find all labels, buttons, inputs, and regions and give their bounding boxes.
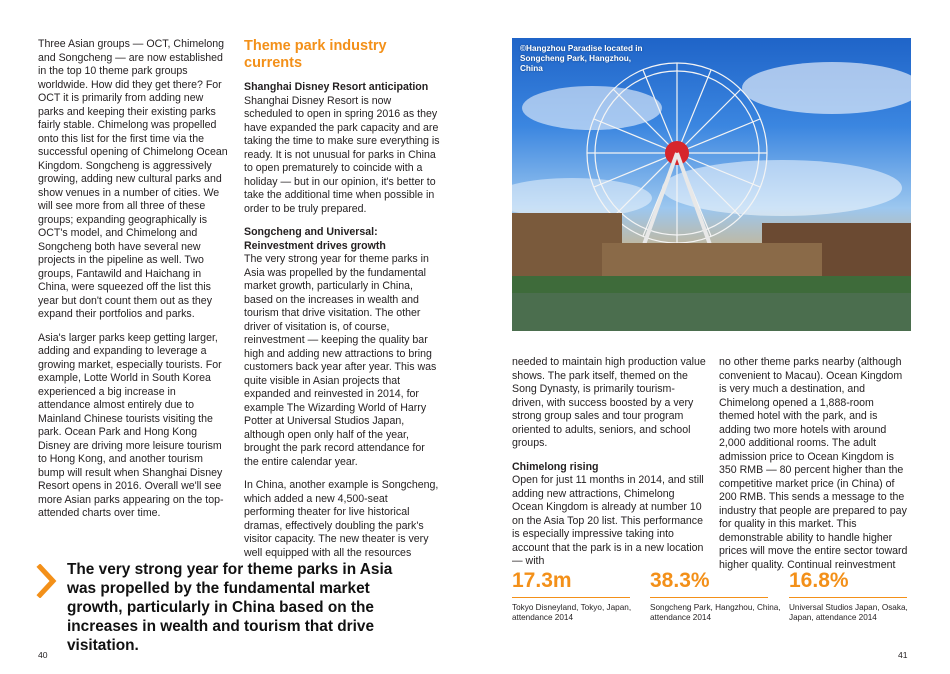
subheading: Shanghai Disney Resort anticipation <box>244 81 429 93</box>
stat-value: 38.3% <box>650 569 710 592</box>
section-title: Theme park industry currents <box>244 38 387 71</box>
right-column-1 <box>512 356 706 579</box>
paragraph: Shanghai Disney Resort is now scheduled to open in spring 2016 as they have expanded the park capacity and are taking the time to make sure everything is ready. It is not unusual for parks in China to open prematurely to coincide with a holiday — but in our opinion, it's better to take the additional time when possible in order to be truly prepared. <box>244 94 440 215</box>
ferris-wheel-photo <box>512 38 911 331</box>
paragraph: Three Asian groups — OCT, Chimelong and Songcheng — are now established in the top 10 theme park groups worldwide. How did they get there? For OCT it is primarily from adding new parks and keeping their existing parks fairly stable. Chimelong was propelled onto this list for the first time via the successful opening of Chimelong Ocean Kingdom. Songcheng is aggressively growing, adding new cultural parks and show venues in a number of cities. We will see more from all three of these groups; expanding geographically is OCT's model, and Chimelong and Songcheng both have several new projects in the pipeline as well. Two groups, Fantawild and Haichang in China, were squeezed off the list this year but don't count them out as they expand their portfolios and parks. <box>38 38 228 320</box>
paragraph: Asia's larger parks keep getting larger, adding and expanding to leverage a growing market, especially tourists. For example, Lotte World in South Korea experienced a big increase in attendance almost entirely due to Mainland Chinese tourists visiting the park. Ocean Park and Hong Kong Disney are driving more leisure tourism to Hong Kong, and another tourism bump will result when Shanghai Disney Resort opens in 2016. Overall we'll see more Asian parks appearing on the top-attended charts over time. <box>38 331 224 519</box>
left-column-2 <box>244 38 440 570</box>
stat-divider <box>789 597 907 598</box>
subheading: Chimelong rising <box>512 460 599 473</box>
stat-block <box>650 569 782 623</box>
chevron-right-icon <box>36 564 58 598</box>
stat-divider <box>512 597 630 598</box>
pull-quote: The very strong year for theme parks in Asia was propelled by the fundamental market growth, particularly in China based on the increases in wealth and tourism that drive visitation. <box>67 561 393 654</box>
paragraph: The very strong year for theme parks in Asia was propelled by the fundamental market growth, particularly in China, based on the increases in wealth and tourism that drive visitation. The other driver of visitation is, of course, reinvestment — keeping the quality bar high and adding new attractions to bring customers back year after year. This was quite visible in Asian projects that expanded and reinvested in 2014, for example The Wizarding World of Harry Potter at Universal Studios Japan, although open only half of the year, brought the park record attendance for the entire calendar year. <box>244 253 437 468</box>
page-number: 40 <box>38 650 48 660</box>
right-column-2 <box>719 356 911 582</box>
stat-label: Songcheng Park, Hangzhou, China, attendance 2014 <box>650 603 781 622</box>
paragraph: In China, another example is Songcheng, which added a new 4,500-seat performing theater for live historical dramas, effectively doubling the park's visitor capacity. The new theater is very well equipped with all the resources <box>244 479 439 559</box>
subheading: Songcheng and Universal: Reinvestment drives growth <box>244 226 386 252</box>
paragraph: needed to maintain high production value shows. The park itself, themed on the Song Dynasty, is primarily tourism-driven, with success boosted by a very strong group sales and tour program oriented to adults, seniors, and school groups. <box>512 356 706 449</box>
stat-block <box>789 569 921 623</box>
paragraph: no other theme parks nearby (although convenient to Macau). Ocean Kingdom is very much a destination, and Chimelong opened a 1,888-room themed hotel with the park, and is adding two more hotels with around 2,000 additional rooms. The adult admission price to Ocean Kingdom is 350 RMB — 80 percent higher than the competitive market price (in China) of 200 RMB. This sends a message to the industry that people are prepared to pay for quality in this market. This demonstrable ability to handle higher prices will move the entire sector toward higher quality. Continual reinvestment <box>719 356 908 571</box>
stat-label: Tokyo Disneyland, Tokyo, Japan, attendance 2014 <box>512 603 632 622</box>
stat-value: 17.3m <box>512 569 572 592</box>
stat-block <box>512 569 644 623</box>
stat-label: Universal Studios Japan, Osaka, Japan, attendance 2014 <box>789 603 908 622</box>
paragraph: Open for just 11 months in 2014, and still adding new attractions, Chimelong Ocean Kingdom is already at number 10 on the Asia Top 20 list. This performance is especially impressive taking into account that the park is in a new location — with <box>512 474 704 567</box>
left-column-1 <box>38 38 230 531</box>
photo-credit: ©Hangzhou Paradise located in Songcheng Park, Hangzhou, China <box>520 44 643 73</box>
stat-value: 16.8% <box>789 569 849 592</box>
page-number: 41 <box>898 650 908 660</box>
photo-illustration <box>512 38 911 331</box>
stat-divider <box>650 597 768 598</box>
